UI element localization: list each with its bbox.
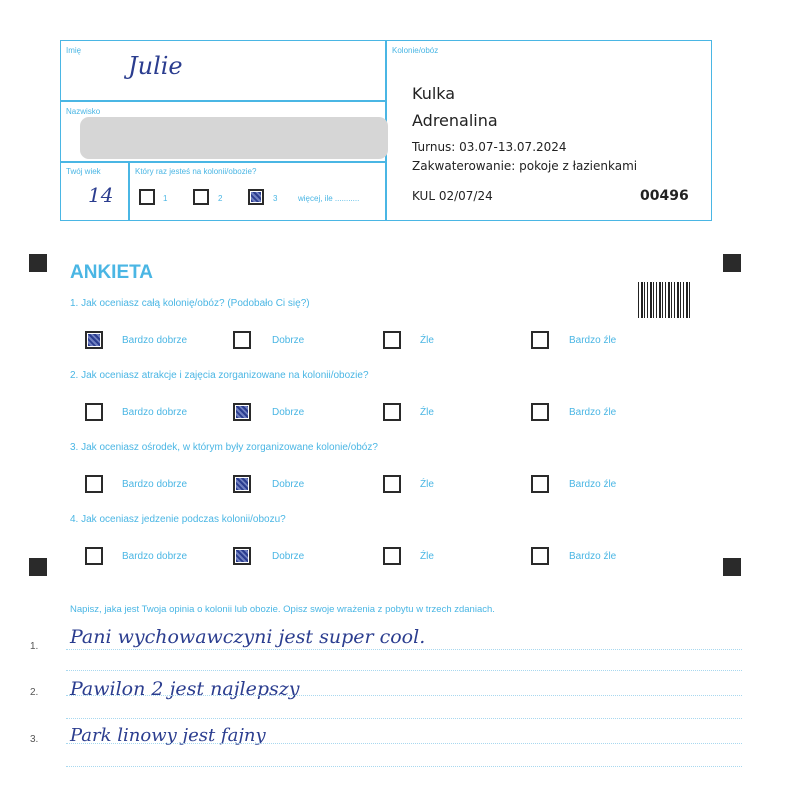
wiek-value[interactable]: 14 bbox=[88, 183, 114, 207]
opinion-line-1-rule bbox=[66, 649, 742, 650]
q1-label-zle: Źle bbox=[420, 335, 434, 346]
q1-label-bardzo-zle: Bardzo źle bbox=[569, 335, 617, 346]
q2-label-dobrze: Dobrze bbox=[272, 407, 305, 418]
ktory-raz-option-more: więcej, ile ........... bbox=[298, 194, 360, 203]
survey-title: ANKIETA bbox=[70, 262, 154, 283]
form-number: 00496 bbox=[640, 188, 689, 204]
q1-label-dobrze: Dobrze bbox=[272, 335, 305, 346]
wiek-label: Twój wiek bbox=[66, 167, 101, 176]
q1-checkbox-zle[interactable] bbox=[383, 331, 401, 349]
ktory-raz-option-2: 2 bbox=[218, 194, 223, 203]
q1-label-bardzo-dobrze: Bardzo dobrze bbox=[122, 335, 188, 346]
header-divider-2 bbox=[60, 161, 386, 163]
registration-marker-bottom-right bbox=[723, 558, 741, 576]
turnus: Turnus: 03.07-13.07.2024 bbox=[412, 140, 567, 154]
q2-label-zle: Źle bbox=[420, 407, 434, 418]
q1-checkbox-dobrze[interactable] bbox=[233, 331, 251, 349]
q4-label-dobrze: Dobrze bbox=[272, 551, 305, 562]
q4-checkbox-zle[interactable] bbox=[383, 547, 401, 565]
q2-checkbox-bardzo-zle[interactable] bbox=[531, 403, 549, 421]
q4-label-bardzo-dobrze: Bardzo dobrze bbox=[122, 551, 188, 562]
q3-label-bardzo-zle: Bardzo źle bbox=[569, 479, 617, 490]
registration-marker-bottom-left bbox=[29, 558, 47, 576]
nazwisko-redacted bbox=[80, 117, 388, 159]
opinion-rule-c bbox=[66, 766, 742, 767]
opinion-line-2-number: 2. bbox=[30, 687, 39, 698]
q3-checkbox-bardzo-zle[interactable] bbox=[531, 475, 549, 493]
ktory-raz-checkbox-2[interactable] bbox=[193, 189, 209, 205]
imie-value[interactable]: Julie bbox=[128, 52, 183, 80]
header-divider-1 bbox=[60, 100, 386, 102]
camp-code: KUL 02/07/24 bbox=[412, 189, 493, 203]
q4-checkbox-bardzo-zle[interactable] bbox=[531, 547, 549, 565]
q2-checkbox-dobrze[interactable] bbox=[233, 403, 251, 421]
q2-label-bardzo-dobrze: Bardzo dobrze bbox=[122, 407, 188, 418]
question-3: 3. Jak oceniasz ośrodek, w którym były zorganizowane kolonie/obóz? bbox=[70, 442, 378, 453]
ktory-raz-option-1: 1 bbox=[163, 194, 168, 203]
q1-checkbox-bardzo-zle[interactable] bbox=[531, 331, 549, 349]
ktory-raz-label: Który raz jesteś na kolonii/obozie? bbox=[135, 167, 257, 176]
ktory-raz-checkbox-1[interactable] bbox=[139, 189, 155, 205]
q4-checkbox-bardzo-dobrze[interactable] bbox=[85, 547, 103, 565]
q1-checkbox-bardzo-dobrze[interactable] bbox=[85, 331, 103, 349]
opinion-rule-b bbox=[66, 718, 742, 719]
q4-label-zle: Źle bbox=[420, 551, 434, 562]
ktory-raz-checkbox-3[interactable] bbox=[248, 189, 264, 205]
zakwaterowanie: Zakwaterowanie: pokoje z łazienkami bbox=[412, 159, 638, 173]
imie-label: Imię bbox=[66, 46, 82, 55]
q4-checkbox-dobrze[interactable] bbox=[233, 547, 251, 565]
q2-label-bardzo-zle: Bardzo źle bbox=[569, 407, 617, 418]
question-1: 1. Jak oceniasz całą kolonię/obóz? (Podobało Ci się?) bbox=[70, 298, 310, 309]
opinion-line-3-rule bbox=[66, 743, 742, 744]
ktory-raz-option-3: 3 bbox=[273, 194, 278, 203]
q2-checkbox-zle[interactable] bbox=[383, 403, 401, 421]
camp-name: Kulka bbox=[412, 84, 456, 103]
opinion-prompt: Napisz, jaka jest Twoja opinia o kolonii lub obozie. Opisz swoje wrażenia z pobytu w trzech zdaniach. bbox=[70, 604, 495, 615]
question-4: 4. Jak oceniasz jedzenie podczas kolonii/obozu? bbox=[70, 514, 286, 525]
q3-label-dobrze: Dobrze bbox=[272, 479, 305, 490]
barcode bbox=[638, 282, 692, 318]
opinion-line-1-text[interactable]: Pani wychowawczyni jest super cool. bbox=[70, 626, 426, 648]
header-divider-3 bbox=[128, 161, 130, 221]
opinion-line-1-number: 1. bbox=[30, 641, 39, 652]
q3-checkbox-dobrze[interactable] bbox=[233, 475, 251, 493]
registration-marker-top-left bbox=[29, 254, 47, 272]
nazwisko-label: Nazwisko bbox=[66, 107, 101, 116]
opinion-line-2-text[interactable]: Pawilon 2 jest najlepszy bbox=[70, 678, 300, 700]
opinion-line-3-text[interactable]: Park linowy jest fajny bbox=[70, 725, 266, 746]
q2-checkbox-bardzo-dobrze[interactable] bbox=[85, 403, 103, 421]
opinion-rule-a bbox=[66, 670, 742, 671]
q3-checkbox-zle[interactable] bbox=[383, 475, 401, 493]
registration-marker-top-right bbox=[723, 254, 741, 272]
camp-program: Adrenalina bbox=[412, 111, 498, 130]
q4-label-bardzo-zle: Bardzo źle bbox=[569, 551, 617, 562]
opinion-line-3-number: 3. bbox=[30, 734, 39, 745]
q3-checkbox-bardzo-dobrze[interactable] bbox=[85, 475, 103, 493]
q3-label-bardzo-dobrze: Bardzo dobrze bbox=[122, 479, 188, 490]
kolonie-label: Kolonie/obóz bbox=[392, 46, 439, 55]
opinion-line-2-rule bbox=[66, 695, 742, 696]
q3-label-zle: Źle bbox=[420, 479, 434, 490]
question-2: 2. Jak oceniasz atrakcje i zajęcia zorganizowane na kolonii/obozie? bbox=[70, 370, 369, 381]
